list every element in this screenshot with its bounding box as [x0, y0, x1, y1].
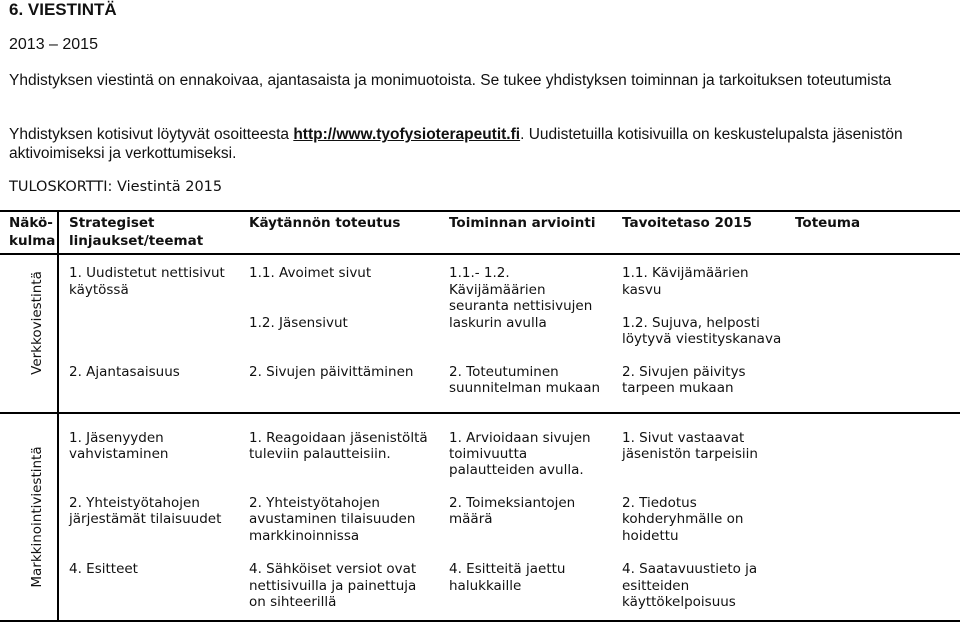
- intro-paragraph: Yhdistyksen viestintä on ennakoivaa, ajantasaista ja monimuotoista. Se tukee yhdistyksen toiminnan ja tarkoituksen toteutumista: [9, 72, 892, 89]
- s2-implementation-line: 2. Yhteistyötahojen: [249, 495, 380, 511]
- s2-target-line: kohderyhmälle on: [622, 511, 744, 527]
- s1-evaluation-line: 2. Toteutuminen: [449, 364, 559, 380]
- s1-implementation-line: 1.1. Avoimet sivut: [249, 265, 372, 281]
- website-paragraph: [9, 125, 949, 163]
- table-bottom-border: [0, 620, 960, 622]
- s1-evaluation-line: Kävijämäärien: [449, 282, 546, 298]
- s2-target-line: esitteiden: [622, 578, 690, 594]
- header-perspective-1: Näkö-: [9, 215, 53, 231]
- website-prefix: Yhdistyksen kotisivut löytyvät osoitteesta: [9, 126, 294, 143]
- header-outcome: Toteuma: [795, 215, 861, 231]
- s2-evaluation-line: toimivuutta: [449, 446, 528, 462]
- s2-target-line: hoidettu: [622, 528, 679, 544]
- s1-target-line: 1.2. Sujuva, helposti: [622, 315, 760, 331]
- s2-evaluation-line: palautteiden avulla.: [449, 462, 584, 478]
- s1-target-line: tarpeen mukaan: [622, 380, 734, 396]
- s2-implementation-line: tuleviin palautteisiin.: [249, 446, 391, 462]
- header-strategic-1: Strategiset: [69, 215, 155, 231]
- s2-strategic-line: järjestämät tilaisuudet: [69, 511, 222, 527]
- s2-strategic-line: 1. Jäsenyyden: [69, 430, 164, 446]
- s1-target-line: 1.1. Kävijämäärien: [622, 265, 749, 281]
- section-heading: 6. VIESTINTÄ: [9, 0, 117, 19]
- table-column-divider: [57, 210, 59, 621]
- s2-strategic-line: vahvistaminen: [69, 446, 169, 462]
- header-perspective-2: kulma: [9, 233, 56, 249]
- s2-evaluation-line: määrä: [449, 511, 493, 527]
- website-link[interactable]: http://www.tyofysioterapeutit.fi: [293, 126, 521, 143]
- s1-target-line: kasvu: [622, 282, 662, 298]
- s2-target-line: käyttökelpoisuus: [622, 594, 736, 610]
- s2-evaluation-line: halukkaille: [449, 578, 522, 594]
- s2-implementation-line: nettisivuilla ja painettuja: [249, 578, 417, 594]
- s2-implementation-line: 1. Reagoidaan jäsenistöltä: [249, 430, 428, 446]
- s1-evaluation-line: 1.1.- 1.2.: [449, 265, 510, 281]
- s2-implementation-line: 4. Sähköiset versiot ovat: [249, 561, 417, 577]
- s1-evaluation-line: suunnitelman mukaan: [449, 380, 601, 396]
- section-label-verkkoviestinta: Verkkoviestintä: [29, 271, 45, 375]
- s2-strategic-line: 4. Esitteet: [69, 561, 138, 577]
- result-card-title: TULOSKORTTI: Viestintä 2015: [9, 179, 223, 195]
- s2-evaluation-line: 2. Toimeksiantojen: [449, 495, 576, 511]
- website-suffix: . Uudistetuilla kotisivuilla on keskustelupalsta jäsenistön aktivoimiseksi ja verkottumiseksi.: [9, 126, 903, 162]
- header-evaluation: Toiminnan arviointi: [449, 215, 596, 231]
- s2-strategic-line: 2. Yhteistyötahojen: [69, 495, 200, 511]
- s2-target-line: 2. Tiedotus: [622, 495, 697, 511]
- s2-implementation-line: on sihteerillä: [249, 594, 337, 610]
- s2-target-line: 1. Sivut vastaavat: [622, 430, 745, 446]
- header-implementation: Käytännön toteutus: [249, 215, 401, 231]
- s2-target-line: jäsenistön tarpeisiin: [622, 446, 758, 462]
- header-target: Tavoitetaso 2015: [622, 215, 753, 231]
- period-text: 2013 – 2015: [9, 36, 98, 53]
- s1-target-line: 2. Sivujen päivitys: [622, 364, 746, 380]
- table-top-border: [0, 210, 960, 212]
- s1-target-line: löytyvä viestityskanava: [622, 331, 782, 347]
- s1-strategic-line: 1. Uudistetut nettisivut: [69, 265, 225, 281]
- s1-implementation-line: 2. Sivujen päivittäminen: [249, 364, 414, 380]
- s2-implementation-line: avustaminen tilaisuuden: [249, 511, 416, 527]
- s2-target-line: 4. Saatavuustieto ja: [622, 561, 758, 577]
- s1-evaluation-line: seuranta nettisivujen: [449, 298, 593, 314]
- section-label-markkinointiviestinta: Markkinointiviestintä: [29, 446, 45, 588]
- s1-strategic-line: käytössä: [69, 282, 129, 298]
- s1-implementation-line: 1.2. Jäsensivut: [249, 315, 348, 331]
- s2-implementation-line: markkinoinnissa: [249, 528, 360, 544]
- s2-evaluation-line: 4. Esitteitä jaettu: [449, 561, 566, 577]
- s2-evaluation-line: 1. Arvioidaan sivujen: [449, 430, 591, 446]
- s1-evaluation-line: laskurin avulla: [449, 315, 547, 331]
- table-header-border: [0, 253, 960, 255]
- header-strategic-2: linjaukset/teemat: [69, 233, 204, 249]
- table-section-border: [0, 412, 960, 414]
- s1-strategic-line: 2. Ajantasaisuus: [69, 364, 180, 380]
